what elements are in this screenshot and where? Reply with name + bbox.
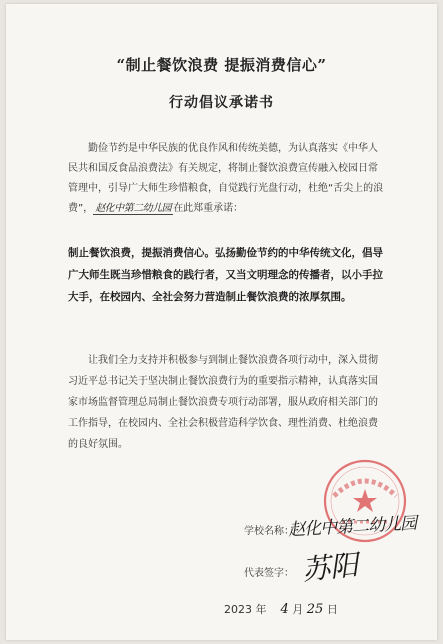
school-name-handwriting: 赵化中第二幼儿园 <box>287 513 417 541</box>
intro-text-after: 在此郑重承诺： <box>173 203 244 214</box>
date-day-unit: 日 <box>326 603 338 616</box>
representative-label: 代表签字： <box>244 568 294 579</box>
sign-date <box>224 601 338 617</box>
document-title: “制止餐饮浪费 提振消费信心” <box>116 56 327 74</box>
action-paragraph: 让我们全力支持并积极参与到制止餐饮浪费各项行动中，深入贯彻习近平总书记关于坚决制止餐饮浪费行为的重要指示精神，认真落实国家市场监督管理总局制止餐饮浪费专项行动部署，服从政府相关部门的工作指导，在校园内、全社会积极营造科学饮食、理性消费、杜绝浪费的良好氛围。 <box>68 355 378 450</box>
intro-text-before: 勤俭节约是中华民族的优良作风和传统美德，为认真落实《中华人民共和国反食品浪费法》有关规定，将制止餐饮浪费宣传融入校园日常管理中，引导广大师生珍惜粮食，自觉践行光盘行动，杜绝“舌尖上的浪费”， <box>68 143 384 214</box>
pledge-paragraph: 制止餐饮浪费，提振消费信心。弘扬勤俭节约的中华传统文化，倡导广大师生既当珍惜粮食的践行者，又当文明理念的传播者，以小手拉大手，在校园内、全社会努力营造制止餐饮浪费的浓厚氛围。 <box>68 247 383 303</box>
representative-signature: 苏阳 <box>300 548 360 587</box>
handwritten-school-name: 赵化中第二幼儿园 <box>95 203 172 214</box>
date-month: 4 <box>280 602 289 617</box>
date-day: 25 <box>306 602 324 617</box>
intro-paragraph <box>68 139 386 219</box>
date-year-unit: 年 <box>255 603 267 616</box>
school-name-label: 学校名称： <box>244 526 294 537</box>
date-year: 2023 <box>224 603 252 616</box>
document-page <box>6 4 437 640</box>
date-month-unit: 月 <box>292 603 304 616</box>
document-subtitle: 行动倡议承诺书 <box>169 95 274 111</box>
